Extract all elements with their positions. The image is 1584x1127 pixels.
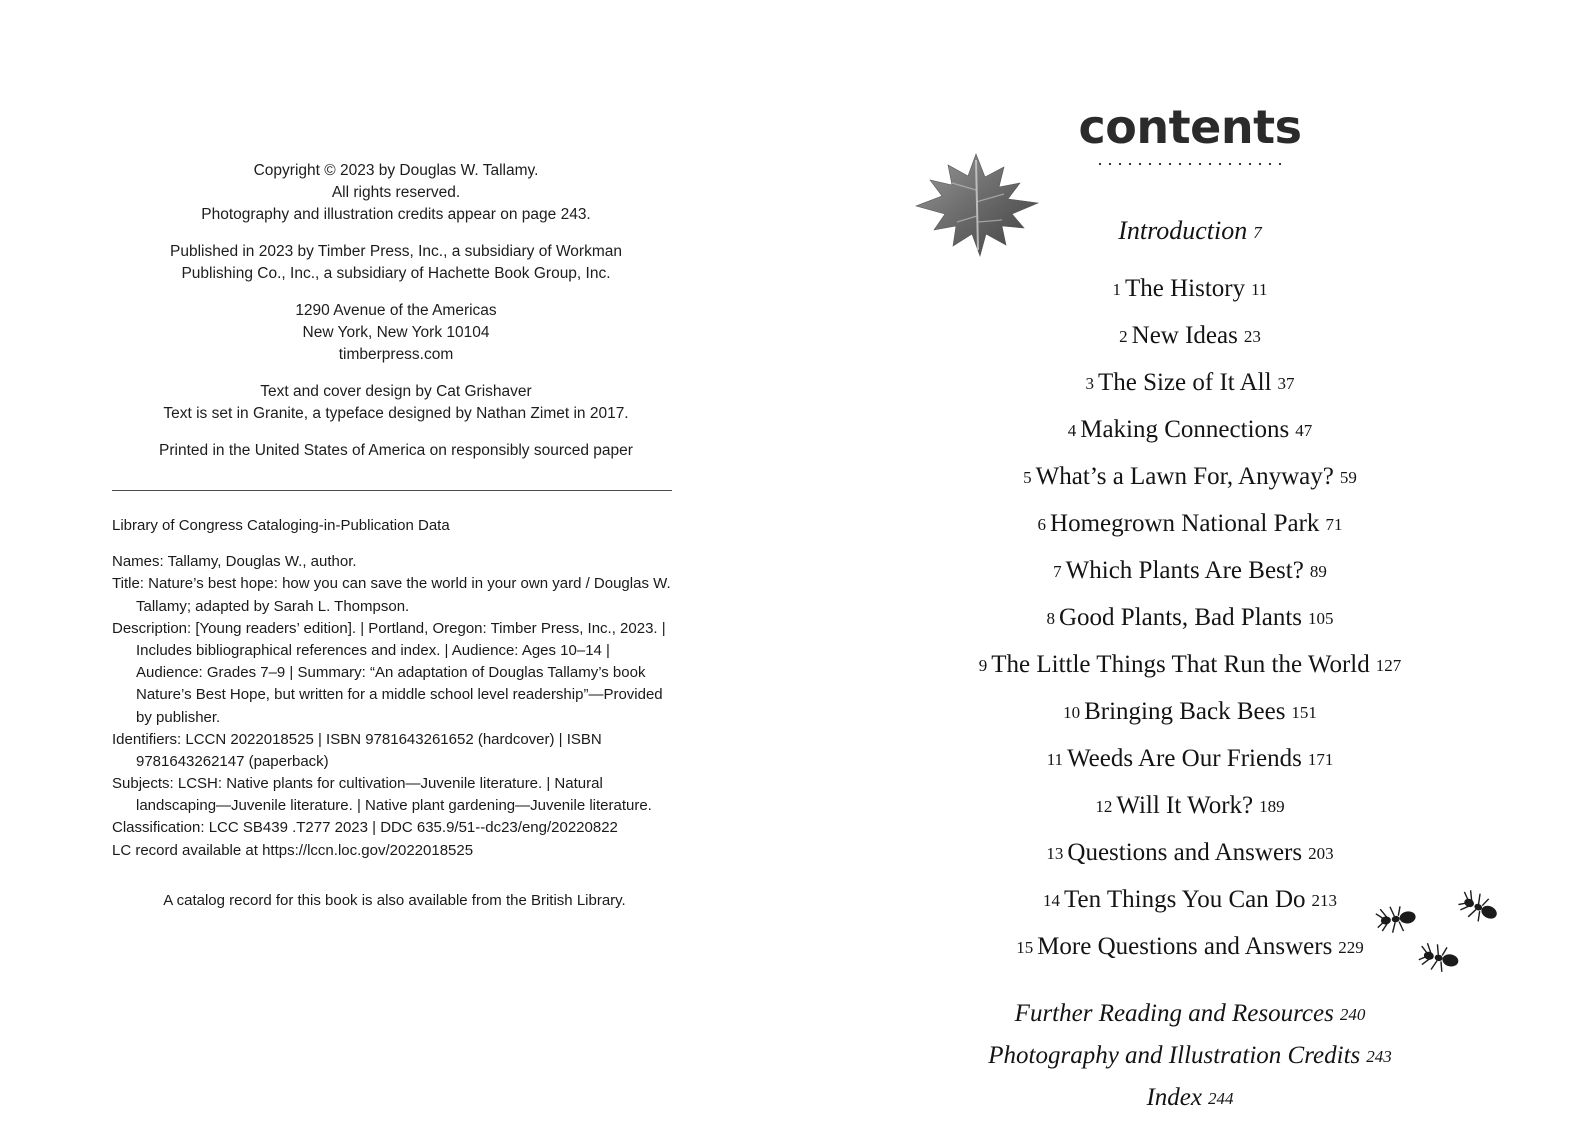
ants-icon (1370, 880, 1540, 990)
toc-entry-chapter-4[interactable] (880, 417, 1500, 442)
toc-entry-label: The History (1125, 275, 1246, 302)
toc-entry-number: 11 (1046, 750, 1064, 769)
toc-entry-page: 229 (1338, 938, 1364, 957)
toc-entry-number: 14 (1042, 891, 1060, 910)
copyright-line: Photography and illustration credits appear on page 243. (201, 206, 591, 223)
toc-entry-further-reading[interactable] (880, 1001, 1500, 1026)
toc-entry-label: Will It Work? (1116, 792, 1254, 819)
toc-entry-label: Making Connections (1080, 416, 1290, 443)
toc-entry-page: 7 (1253, 223, 1262, 242)
toc-back-matter (880, 1001, 1500, 1110)
cip-classification: Classification: LCC SB439 .T277 2023 | DDC 635.9/51--dc23/eng/20220822 (112, 819, 618, 837)
toc-entry-page: 11 (1251, 280, 1268, 299)
toc-entry-label: What’s a Lawn For, Anyway? (1035, 463, 1334, 490)
toc-entry-number: 15 (1016, 938, 1034, 957)
toc-entry-chapter-2[interactable] (880, 323, 1500, 348)
copyright-line: All rights reserved. (331, 184, 461, 201)
toc-entry-number: 10 (1063, 703, 1081, 722)
toc-entry-label: Homegrown National Park (1050, 510, 1320, 537)
toc-entry-page: 213 (1311, 891, 1338, 910)
toc-entry-number: 13 (1046, 844, 1064, 863)
toc-entry-introduction[interactable] (880, 218, 1500, 244)
toc-entry-label: Photography and Illustration Credits (988, 1042, 1361, 1069)
toc-entry-page: 151 (1291, 703, 1317, 722)
toc-entry-label: Questions and Answers (1067, 839, 1303, 866)
cip-title: Title: Nature’s best hope: how you can save the world in your own yard / Douglas W. Tallamy; adapted by Sarah L. Thompson. (112, 575, 671, 615)
toc-entry-label: Which Plants Are Best? (1065, 557, 1304, 584)
toc-entry-number: 2 (1119, 327, 1128, 346)
cip-heading: Library of Congress Cataloging-in-Publication Data (112, 517, 450, 534)
toc-entry-number: 4 (1067, 421, 1077, 440)
toc-entry-page: 71 (1325, 515, 1343, 534)
toc-entry-number: 9 (978, 656, 988, 675)
toc-entry-label: Weeds Are Our Friends (1067, 745, 1302, 772)
toc-entry-label: Good Plants, Bad Plants (1058, 604, 1303, 631)
toc-entry-chapter-6[interactable] (880, 511, 1500, 536)
address-block (96, 300, 696, 366)
design-credits-block (96, 381, 696, 425)
cip-lc-record: LC record available at https://lccn.loc.gov/2022018525 (112, 841, 474, 859)
toc-entry-chapter-12[interactable] (880, 793, 1500, 818)
toc-entry-page: 23 (1243, 327, 1261, 346)
address-line: New York, New York 10104 (302, 324, 490, 341)
copyright-block (96, 160, 696, 226)
divider (112, 490, 672, 491)
toc-entry-label: Further Reading and Resources (1014, 1000, 1334, 1027)
cip-identifiers: Identifiers: LCCN 2022018525 | ISBN 9781643261652 (hardcover) | ISBN 9781643262147 (paperback) (112, 730, 602, 770)
toc-entry-page: 203 (1308, 844, 1334, 863)
publisher-line: Publishing Co., Inc., a subsidiary of Hachette Book Group, Inc. (181, 265, 611, 282)
toc-entry-chapter-11[interactable] (880, 746, 1500, 771)
toc-entry-label: New Ideas (1131, 322, 1238, 349)
toc-entry-chapter-7[interactable] (880, 558, 1500, 583)
cip-names: Names: Tallamy, Douglas W., author. (112, 553, 357, 571)
toc-entry-page: 89 (1309, 562, 1327, 581)
toc-entry-label: The Little Things That Run the World (991, 651, 1370, 678)
toc-entry-label: Bringing Back Bees (1084, 698, 1286, 725)
address-line: 1290 Avenue of the Americas (295, 302, 497, 319)
toc-entry-page: 244 (1208, 1089, 1234, 1108)
toc-entry-chapter-9[interactable] (880, 652, 1500, 677)
typeface-credit-line: Text is set in Granite, a typeface designed by Nathan Zimet in 2017. (163, 405, 629, 422)
design-credit-line: Text and cover design by Cat Grishaver (260, 383, 532, 400)
toc-entry-page: 240 (1339, 1005, 1366, 1024)
toc-entry-page: 47 (1295, 421, 1313, 440)
toc-entry-chapter-8[interactable] (880, 605, 1500, 630)
toc-entry-number: 5 (1023, 468, 1032, 487)
toc-entry-photo-credits[interactable] (880, 1043, 1500, 1068)
cip-data-block (112, 515, 677, 862)
toc-entry-chapter-13[interactable] (880, 840, 1500, 865)
toc-entry-number: 8 (1046, 609, 1055, 628)
toc-entry-page: 171 (1307, 750, 1334, 769)
toc-entry-page: 59 (1339, 468, 1357, 487)
cip-subjects: Subjects: LCSH: Native plants for cultivation—Juvenile literature. | Natural landscaping—Juvenile literature. | Native plant gardening—Juvenile literature. (112, 775, 652, 815)
website-line: timberpress.com (338, 346, 454, 363)
toc-entry-chapter-1[interactable] (880, 276, 1500, 301)
toc-entry-chapter-5[interactable] (880, 464, 1500, 489)
printing-block (96, 440, 696, 462)
copyright-line: Copyright © 2023 by Douglas W. Tallamy. (253, 162, 539, 179)
copyright-centered-blocks (96, 160, 696, 462)
cip-description: Description: [Young readers’ edition]. | Portland, Oregon: Timber Press, Inc., 2023. | Includes bibliographical references and index. | Audience: Ages 10–14 | Audience: Grades 7–9 | Summary: “An adaptation of Douglas Tallamy’s book Nature’s Best Hope, but written for a middle school level readership”—Provided by publisher. (112, 619, 666, 726)
toc-entry-page: 105 (1308, 609, 1334, 628)
toc-entry-label: The Size of It All (1097, 369, 1272, 396)
publisher-block (96, 241, 696, 285)
toc-entry-page: 243 (1366, 1047, 1392, 1066)
toc-entry-number: 1 (1112, 280, 1121, 299)
toc-entry-index[interactable] (880, 1085, 1500, 1110)
toc-entry-label: Ten Things You Can Do (1063, 886, 1306, 913)
toc-entry-label: Index (1146, 1084, 1203, 1111)
toc-entry-label: Introduction (1118, 216, 1248, 245)
toc-entry-number: 3 (1085, 374, 1094, 393)
toc-entry-page: 189 (1259, 797, 1285, 816)
publisher-line: Published in 2023 by Timber Press, Inc., a subsidiary of Workman (169, 243, 622, 260)
toc-entry-label: More Questions and Answers (1037, 933, 1333, 960)
toc-entry-page: 127 (1375, 656, 1402, 675)
toc-entry-number: 7 (1053, 562, 1062, 581)
dotted-divider (1095, 162, 1285, 166)
toc-entry-number: 6 (1037, 515, 1047, 534)
copyright-page (96, 160, 696, 909)
toc-entry-number: 12 (1095, 797, 1113, 816)
british-library-note: A catalog record for this book is also available from the British Library. (163, 891, 626, 909)
toc-entry-chapter-10[interactable] (880, 699, 1500, 724)
page-title: contents (1078, 100, 1302, 154)
toc-entry-page: 37 (1277, 374, 1295, 393)
toc-entry-chapter-3[interactable] (880, 370, 1500, 395)
printing-line: Printed in the United States of America on responsibly sourced paper (159, 442, 633, 459)
